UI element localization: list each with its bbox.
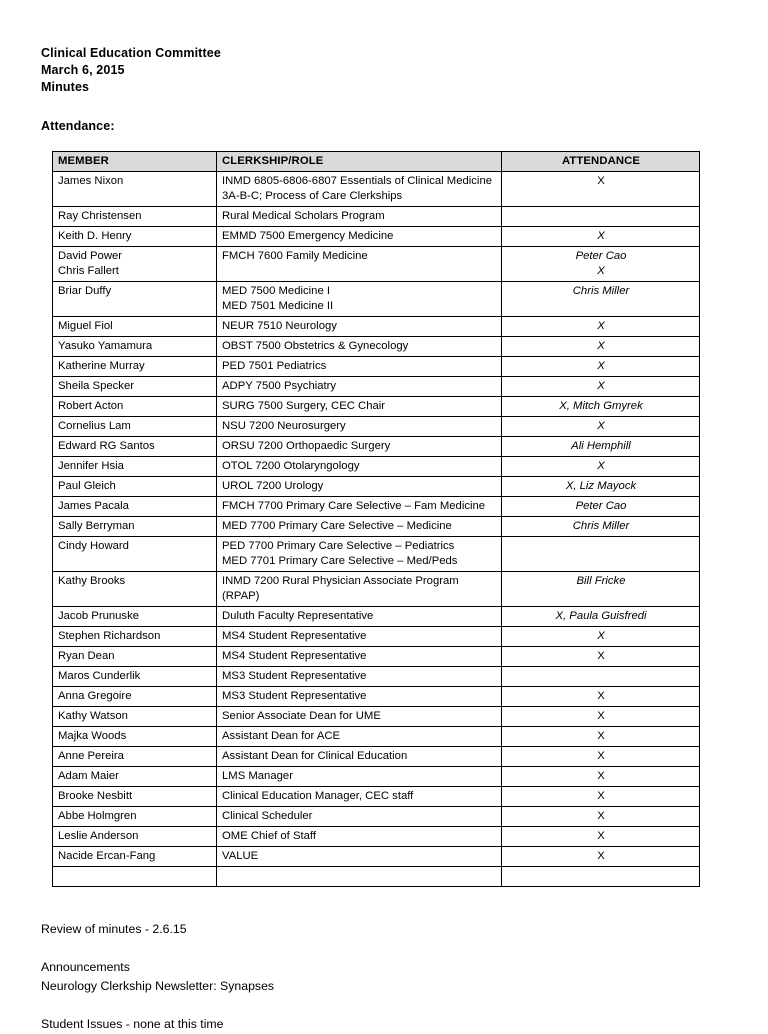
- cell-member: Miguel Fiol: [53, 316, 217, 336]
- table-row: [53, 746, 700, 766]
- cell-attendance: [502, 806, 700, 826]
- cell-member: David Power Chris Fallert: [53, 246, 217, 281]
- cell-member: James Nixon: [53, 171, 217, 206]
- note-review-of-minutes: Review of minutes - 2.6.15: [41, 921, 187, 936]
- table-row: [53, 456, 700, 476]
- attendance-value: X: [597, 319, 605, 332]
- cell-member: Leslie Anderson: [53, 826, 217, 846]
- minutes-notes: [41, 920, 708, 1034]
- table-row: [53, 356, 700, 376]
- line-spacer: [507, 299, 695, 314]
- line-spacer: [58, 189, 212, 204]
- cell-clerkship: NSU 7200 Neurosurgery: [217, 416, 502, 436]
- table-row: [53, 171, 700, 206]
- attendance-value: Ali Hemphill: [571, 439, 631, 452]
- cell-attendance: [502, 516, 700, 536]
- note-spacer-2: [41, 996, 708, 1015]
- cell-member: Nacide Ercan-Fang: [53, 846, 217, 866]
- cell-clerkship: INMD 7200 Rural Physician Associate Program (RPAP): [217, 571, 502, 606]
- cell-member: Edward RG Santos: [53, 436, 217, 456]
- cell-clerkship: Clinical Education Manager, CEC staff: [217, 786, 502, 806]
- cell-clerkship: VALUE: [217, 846, 502, 866]
- cell-clerkship: Clinical Scheduler: [217, 806, 502, 826]
- attendance-value: X: [597, 709, 605, 722]
- attendance-value: Bill Fricke: [576, 574, 626, 587]
- cell-member-line2: Chris Fallert: [58, 264, 119, 277]
- cell-clerkship: OBST 7500 Obstetrics & Gynecology: [217, 336, 502, 356]
- table-row: [53, 316, 700, 336]
- cell-clerkship: Assistant Dean for ACE: [217, 726, 502, 746]
- cell-attendance: [502, 246, 700, 281]
- table-row: [53, 766, 700, 786]
- document-heading: [41, 45, 708, 97]
- cell-member: Yasuko Yamamura: [53, 336, 217, 356]
- cell-member: Anna Gregoire: [53, 686, 217, 706]
- note-spacer-1: [41, 939, 708, 958]
- table-row: [53, 666, 700, 686]
- cell-clerkship: SURG 7500 Surgery, CEC Chair: [217, 396, 502, 416]
- cell-attendance: [502, 571, 700, 606]
- cell-clerkship: Assistant Dean for Clinical Education: [217, 746, 502, 766]
- table-row: [53, 436, 700, 456]
- cell-attendance: [502, 416, 700, 436]
- attendance-value: X: [597, 809, 605, 822]
- cell-member: Stephen Richardson: [53, 626, 217, 646]
- attendance-value: X: [597, 379, 605, 392]
- table-row: [53, 606, 700, 626]
- cell-attendance: [502, 376, 700, 396]
- cell-member: Kathy Brooks: [53, 571, 217, 606]
- cell-member: Briar Duffy: [53, 281, 217, 316]
- cell-clerkship: MS3 Student Representative: [217, 666, 502, 686]
- attendance-value: X: [597, 419, 605, 432]
- attendance-table: [52, 151, 700, 887]
- table-row: [53, 336, 700, 356]
- line-spacer: [58, 554, 212, 569]
- table-row: [53, 646, 700, 666]
- cell-clerkship: PED 7501 Pediatrics: [217, 356, 502, 376]
- line-spacer: [58, 299, 212, 314]
- attendance-value: X: [597, 339, 605, 352]
- attendance-value: X: [597, 729, 605, 742]
- table-row: [53, 396, 700, 416]
- cell-attendance: [502, 536, 700, 571]
- cell-attendance: [502, 726, 700, 746]
- cell-clerkship: OME Chief of Staff: [217, 826, 502, 846]
- cell-clerkship: INMD 6805-6806-6807 Essentials of Clinical Medicine 3A-B-C; Process of Care Clerkships: [217, 171, 502, 206]
- table-row: [53, 246, 700, 281]
- cell-attendance: [502, 866, 700, 886]
- cell-member: Ryan Dean: [53, 646, 217, 666]
- attendance-value: X: [597, 359, 605, 372]
- table-row: [53, 416, 700, 436]
- table-row: [53, 686, 700, 706]
- attendance-value-line2: X: [597, 264, 605, 277]
- cell-member: Sheila Specker: [53, 376, 217, 396]
- cell-member: [53, 866, 217, 886]
- attendance-value: X: [597, 849, 605, 862]
- attendance-value: X: [597, 459, 605, 472]
- cell-clerkship: MED 7500 Medicine I MED 7501 Medicine II: [217, 281, 502, 316]
- cell-member: Paul Gleich: [53, 476, 217, 496]
- cell-attendance: [502, 496, 700, 516]
- attendance-value: X: [597, 769, 605, 782]
- cell-attendance: [502, 766, 700, 786]
- table-row: [53, 226, 700, 246]
- table-row: [53, 846, 700, 866]
- table-row: [53, 626, 700, 646]
- table-row: [53, 571, 700, 606]
- heading-line-type: Minutes: [41, 80, 90, 95]
- cell-clerkship: UROL 7200 Urology: [217, 476, 502, 496]
- column-header-member: MEMBER: [53, 151, 217, 171]
- attendance-value: Chris Miller: [572, 519, 630, 532]
- cell-attendance: [502, 706, 700, 726]
- cell-clerkship-line2: MED 7501 Medicine II: [222, 299, 334, 312]
- attendance-table-head: [53, 151, 700, 171]
- cell-attendance: [502, 436, 700, 456]
- cell-clerkship: [217, 866, 502, 886]
- cell-clerkship: EMMD 7500 Emergency Medicine: [217, 226, 502, 246]
- cell-member: Kathy Watson: [53, 706, 217, 726]
- cell-clerkship: ADPY 7500 Psychiatry: [217, 376, 502, 396]
- table-row: [53, 206, 700, 226]
- cell-attendance: [502, 746, 700, 766]
- cell-member: Katherine Murray: [53, 356, 217, 376]
- heading-line-title: Clinical Education Committee: [41, 46, 221, 60]
- cell-clerkship: FMCH 7600 Family Medicine: [217, 246, 502, 281]
- cell-member: Adam Maier: [53, 766, 217, 786]
- cell-attendance: [502, 396, 700, 416]
- cell-clerkship: Rural Medical Scholars Program: [217, 206, 502, 226]
- cell-member: Sally Berryman: [53, 516, 217, 536]
- cell-attendance: [502, 171, 700, 206]
- attendance-value: Chris Miller: [572, 284, 630, 297]
- attendance-value: Peter Cao: [575, 499, 627, 512]
- table-row: [53, 806, 700, 826]
- attendance-value: X, Liz Mayock: [565, 479, 637, 492]
- column-header-attendance: ATTENDANCE: [502, 151, 700, 171]
- attendance-section-label: Attendance:: [41, 118, 115, 133]
- cell-attendance: [502, 606, 700, 626]
- cell-member: Robert Acton: [53, 396, 217, 416]
- attendance-value: X: [597, 229, 605, 242]
- cell-member: Brooke Nesbitt: [53, 786, 217, 806]
- attendance-value: X: [597, 749, 605, 762]
- line-spacer: [507, 539, 695, 554]
- cell-attendance: [502, 356, 700, 376]
- cell-member: Abbe Holmgren: [53, 806, 217, 826]
- attendance-table-body: [53, 171, 700, 886]
- cell-clerkship: PED 7700 Primary Care Selective – Pediatrics MED 7701 Primary Care Selective – Med/Peds: [217, 536, 502, 571]
- cell-clerkship: Senior Associate Dean for UME: [217, 706, 502, 726]
- cell-clerkship: OTOL 7200 Otolaryngology: [217, 456, 502, 476]
- table-row: [53, 476, 700, 496]
- cell-attendance: [502, 846, 700, 866]
- attendance-value: X: [597, 649, 605, 662]
- cell-member: Jacob Prunuske: [53, 606, 217, 626]
- cell-attendance: [502, 456, 700, 476]
- note-announcements-heading: Announcements: [41, 959, 130, 974]
- cell-attendance: [502, 206, 700, 226]
- cell-clerkship: ORSU 7200 Orthopaedic Surgery: [217, 436, 502, 456]
- cell-clerkship: MS3 Student Representative: [217, 686, 502, 706]
- cell-member: Majka Woods: [53, 726, 217, 746]
- cell-attendance: [502, 226, 700, 246]
- cell-clerkship: MED 7700 Primary Care Selective – Medicine: [217, 516, 502, 536]
- table-row: [53, 866, 700, 886]
- cell-clerkship-line2: 3A-B-C; Process of Care Clerkships: [222, 189, 403, 202]
- attendance-value: X: [597, 829, 605, 842]
- note-announcement-item: Neurology Clerkship Newsletter: Synapses: [41, 978, 275, 993]
- cell-attendance: [502, 626, 700, 646]
- attendance-value: X: [597, 629, 605, 642]
- table-row: [53, 496, 700, 516]
- cell-member: James Pacala: [53, 496, 217, 516]
- cell-attendance: [502, 281, 700, 316]
- table-row: [53, 376, 700, 396]
- table-row: [53, 281, 700, 316]
- attendance-value: X: [597, 789, 605, 802]
- attendance-value: [507, 869, 695, 884]
- line-spacer: [507, 189, 695, 204]
- table-row: [53, 536, 700, 571]
- cell-member: Ray Christensen: [53, 206, 217, 226]
- cell-clerkship: FMCH 7700 Primary Care Selective – Fam Medicine: [217, 496, 502, 516]
- cell-member: Maros Cunderlik: [53, 666, 217, 686]
- cell-attendance: [502, 826, 700, 846]
- cell-attendance: [502, 786, 700, 806]
- column-header-clerkship: CLERKSHIP/ROLE: [217, 151, 502, 171]
- cell-clerkship: NEUR 7510 Neurology: [217, 316, 502, 336]
- cell-member: Jennifer Hsia: [53, 456, 217, 476]
- cell-attendance: [502, 646, 700, 666]
- attendance-value: X, Mitch Gmyrek: [559, 399, 643, 412]
- note-student-issues: Student Issues - none at this time: [41, 1016, 224, 1031]
- table-row: [53, 726, 700, 746]
- table-row: [53, 706, 700, 726]
- attendance-value: Peter Cao: [575, 249, 627, 262]
- cell-member: Keith D. Henry: [53, 226, 217, 246]
- cell-clerkship: Duluth Faculty Representative: [217, 606, 502, 626]
- heading-line-date: March 6, 2015: [41, 63, 125, 78]
- cell-clerkship: MS4 Student Representative: [217, 646, 502, 666]
- cell-attendance: [502, 336, 700, 356]
- attendance-value: X, Paula Guisfredi: [555, 609, 647, 622]
- table-row: [53, 826, 700, 846]
- cell-attendance: [502, 476, 700, 496]
- line-spacer: [222, 264, 497, 279]
- cell-clerkship: LMS Manager: [217, 766, 502, 786]
- cell-member: Anne Pereira: [53, 746, 217, 766]
- cell-attendance: [502, 686, 700, 706]
- attendance-value: X: [597, 689, 605, 702]
- table-row: [53, 516, 700, 536]
- table-row: [53, 786, 700, 806]
- cell-member: Cornelius Lam: [53, 416, 217, 436]
- table-header-row: [53, 151, 700, 171]
- cell-clerkship-line2: MED 7701 Primary Care Selective – Med/Peds: [222, 554, 458, 567]
- cell-member: Cindy Howard: [53, 536, 217, 571]
- cell-attendance: [502, 316, 700, 336]
- cell-clerkship: MS4 Student Representative: [217, 626, 502, 646]
- attendance-value: X: [597, 174, 605, 187]
- cell-attendance: [502, 666, 700, 686]
